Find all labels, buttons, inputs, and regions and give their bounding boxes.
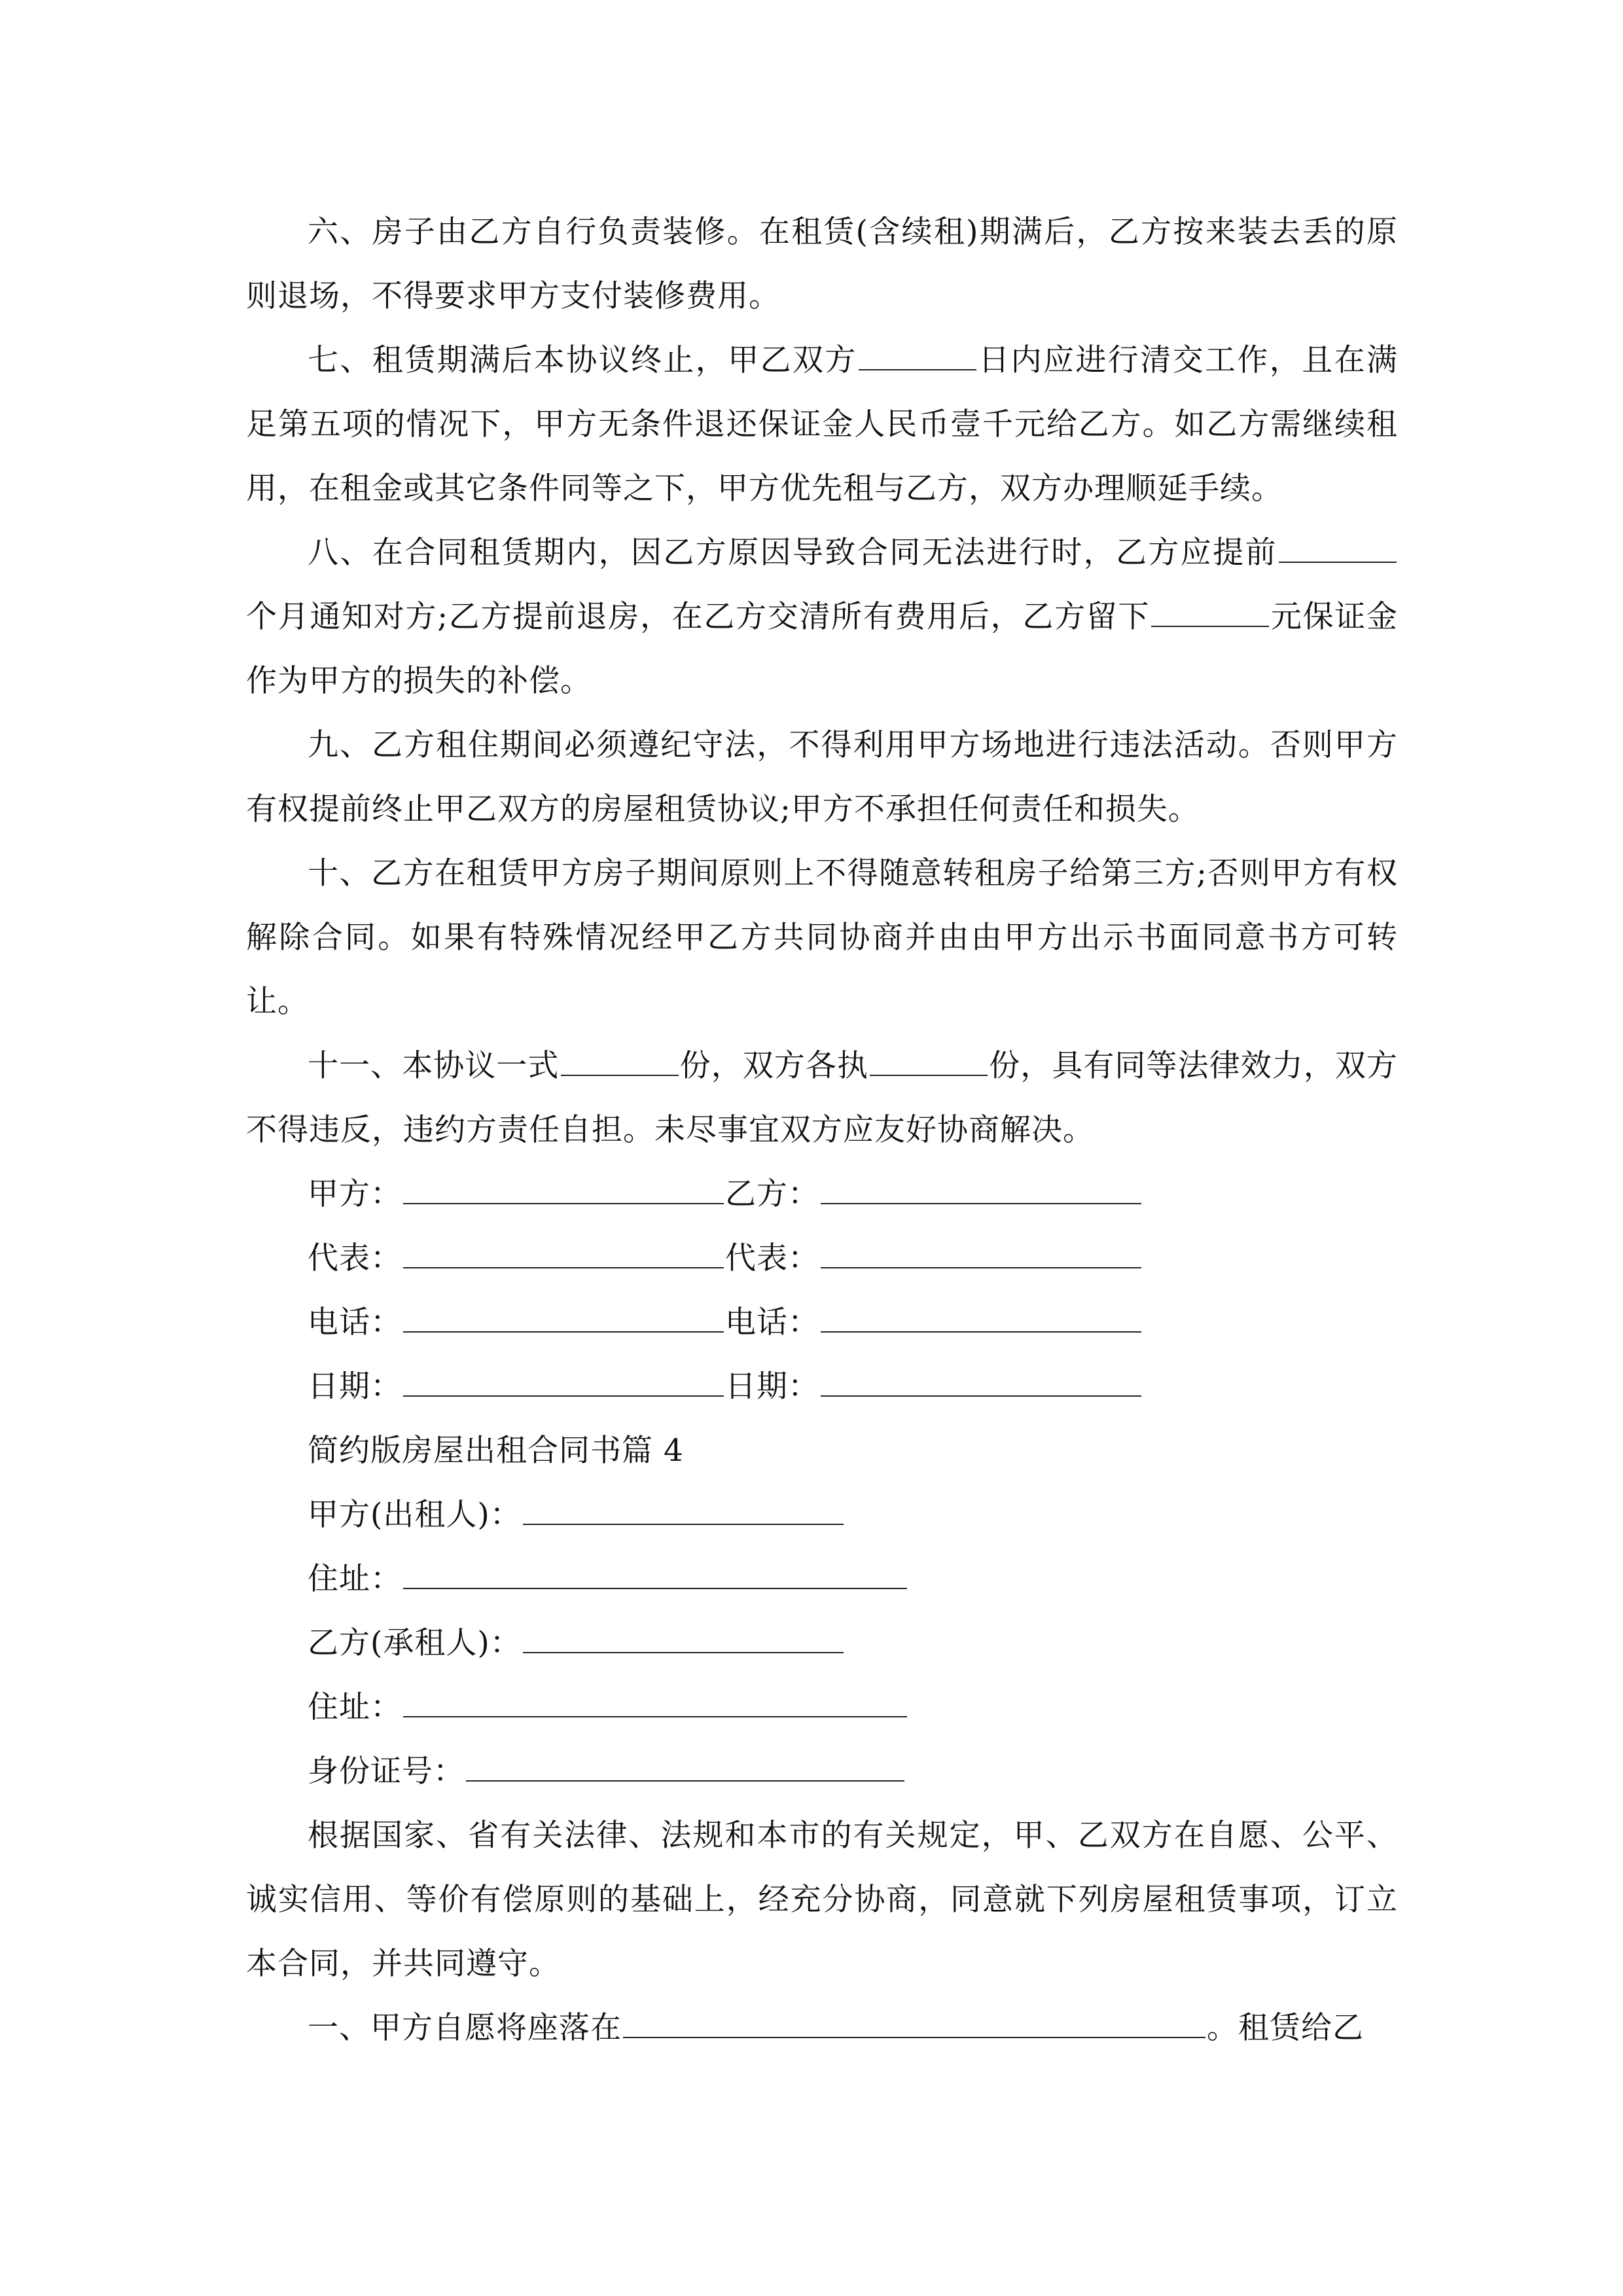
signature-row-party (308, 1162, 1143, 1227)
clause-11-text-a: 十一、本协议一式 (308, 1048, 560, 1084)
clause-6-text: 六、房子由乙方自行负责装修。在租赁(含续租)期满后，乙方按来装去丢的原则退场，不得要求甲方支付装修费用。 (246, 214, 1398, 314)
lessor-blank[interactable] (523, 1495, 844, 1525)
id-number-label: 身份证号： (308, 1753, 465, 1789)
clause-1-location-blank[interactable] (623, 2008, 1205, 2038)
signature-phone-a-label: 电话： (308, 1304, 402, 1340)
clause-1 (246, 1996, 1398, 2060)
clause-7-days-blank[interactable] (859, 340, 976, 370)
lessee-blank[interactable] (523, 1623, 844, 1653)
clause-8 (246, 521, 1398, 713)
signature-date-b-blank[interactable] (821, 1367, 1141, 1397)
clause-8-text-b: 个月通知对方;乙方提前退房，在乙方交清所有费用后，乙方留下 (246, 599, 1150, 635)
clause-9-text: 九、乙方租住期间必须遵纪守法，不得利用甲方场地进行违法活动。否则甲方有权提前终止甲乙双方的房屋租赁协议;甲方不承担任何责任和损失。 (246, 727, 1398, 827)
clause-11-copies-blank[interactable] (561, 1046, 679, 1076)
signature-phone-a-blank[interactable] (403, 1302, 724, 1333)
clause-11-text-b: 份，双方各执 (679, 1048, 869, 1084)
clause-6 (246, 200, 1398, 329)
signature-row-representative (308, 1227, 1143, 1291)
signature-party-a-label: 甲方： (308, 1176, 402, 1212)
signature-party-a-blank[interactable] (403, 1174, 724, 1204)
signature-party-b-blank[interactable] (821, 1174, 1141, 1204)
clause-7-text-b: 日内应进行清交工作，且在满足第五项的情况下，甲方无条件退还保证金人民币壹千元给乙方。如乙方需继续租用，在租金或其它条件同等之下，甲方优先租与乙方，双方办理顺延手续。 (246, 342, 1399, 507)
signature-date-a-blank[interactable] (403, 1367, 724, 1397)
clause-8-text-c: 元保证金作为甲方的损失的补偿。 (246, 599, 1398, 699)
section-title-text: 简约版房屋出租合同书篇 4 (308, 1433, 684, 1469)
clause-8-months-blank[interactable] (1279, 533, 1397, 563)
lessee-address-blank[interactable] (403, 1687, 907, 1717)
lessor-label: 甲方(出租人)： (308, 1497, 522, 1533)
signature-phone-b-label: 电话： (725, 1304, 819, 1340)
lessee-label: 乙方(承租人)： (308, 1625, 522, 1661)
lessee-address-label: 住址： (308, 1689, 402, 1725)
id-number-row (308, 1740, 906, 1804)
signature-date-a-label: 日期： (308, 1369, 402, 1405)
id-number-blank[interactable] (466, 1751, 904, 1782)
signature-rep-b-label: 代表： (725, 1240, 819, 1276)
signature-row-phone (308, 1291, 1143, 1355)
clause-10-text: 十、乙方在租赁甲方房子期间原则上不得随意转租房子给第三方;否则甲方有权解除合同。如果有特殊情况经甲乙方共同协商并由由甲方出示书面同意书方可转让。 (246, 855, 1398, 1020)
clause-10 (246, 842, 1398, 1034)
preamble-text: 根据国家、省有关法律、法规和本市的有关规定，甲、乙双方在自愿、公平、诚实信用、等价有偿原则的基础上，经充分协商，同意就下列房屋租赁事项，订立本合同，并共同遵守。 (246, 1818, 1398, 1982)
signature-party-b-label: 乙方： (725, 1176, 819, 1212)
lessor-address-label: 住址： (308, 1561, 402, 1597)
lessor-address-blank[interactable] (403, 1559, 907, 1589)
signature-phone-b-blank[interactable] (821, 1302, 1141, 1333)
clause-11-text-c: 份，具有同等法律效力，双方不得违反，违约方责任自担。未尽事宜双方应友好协商解决。 (246, 1048, 1399, 1148)
lessor-address-row (308, 1547, 908, 1611)
lessee-row (308, 1611, 845, 1676)
section-title (308, 1419, 684, 1483)
clause-7-text-a: 七、租赁期满后本协议终止，甲乙双方 (308, 342, 857, 378)
clause-11-each-blank[interactable] (870, 1046, 988, 1076)
clause-8-deposit-blank[interactable] (1151, 597, 1269, 627)
preamble (246, 1804, 1398, 1996)
signature-rep-a-blank[interactable] (403, 1238, 724, 1268)
signature-date-b-label: 日期： (725, 1369, 819, 1405)
clause-8-text-a: 八、在合同租赁期内，因乙方原因导致合同无法进行时，乙方应提前 (308, 535, 1277, 571)
clause-7 (246, 329, 1398, 521)
clause-11 (246, 1034, 1398, 1162)
clause-1-text-a: 一、甲方自愿将座落在 (308, 2010, 622, 2046)
signature-row-date (308, 1355, 1143, 1419)
signature-rep-a-label: 代表： (308, 1240, 402, 1276)
lessee-address-row (308, 1676, 908, 1740)
signature-rep-b-blank[interactable] (821, 1238, 1141, 1268)
lessor-row (308, 1483, 845, 1547)
clause-9 (246, 713, 1398, 842)
clause-1-text-b: 。租赁给乙 (1207, 2010, 1364, 2046)
